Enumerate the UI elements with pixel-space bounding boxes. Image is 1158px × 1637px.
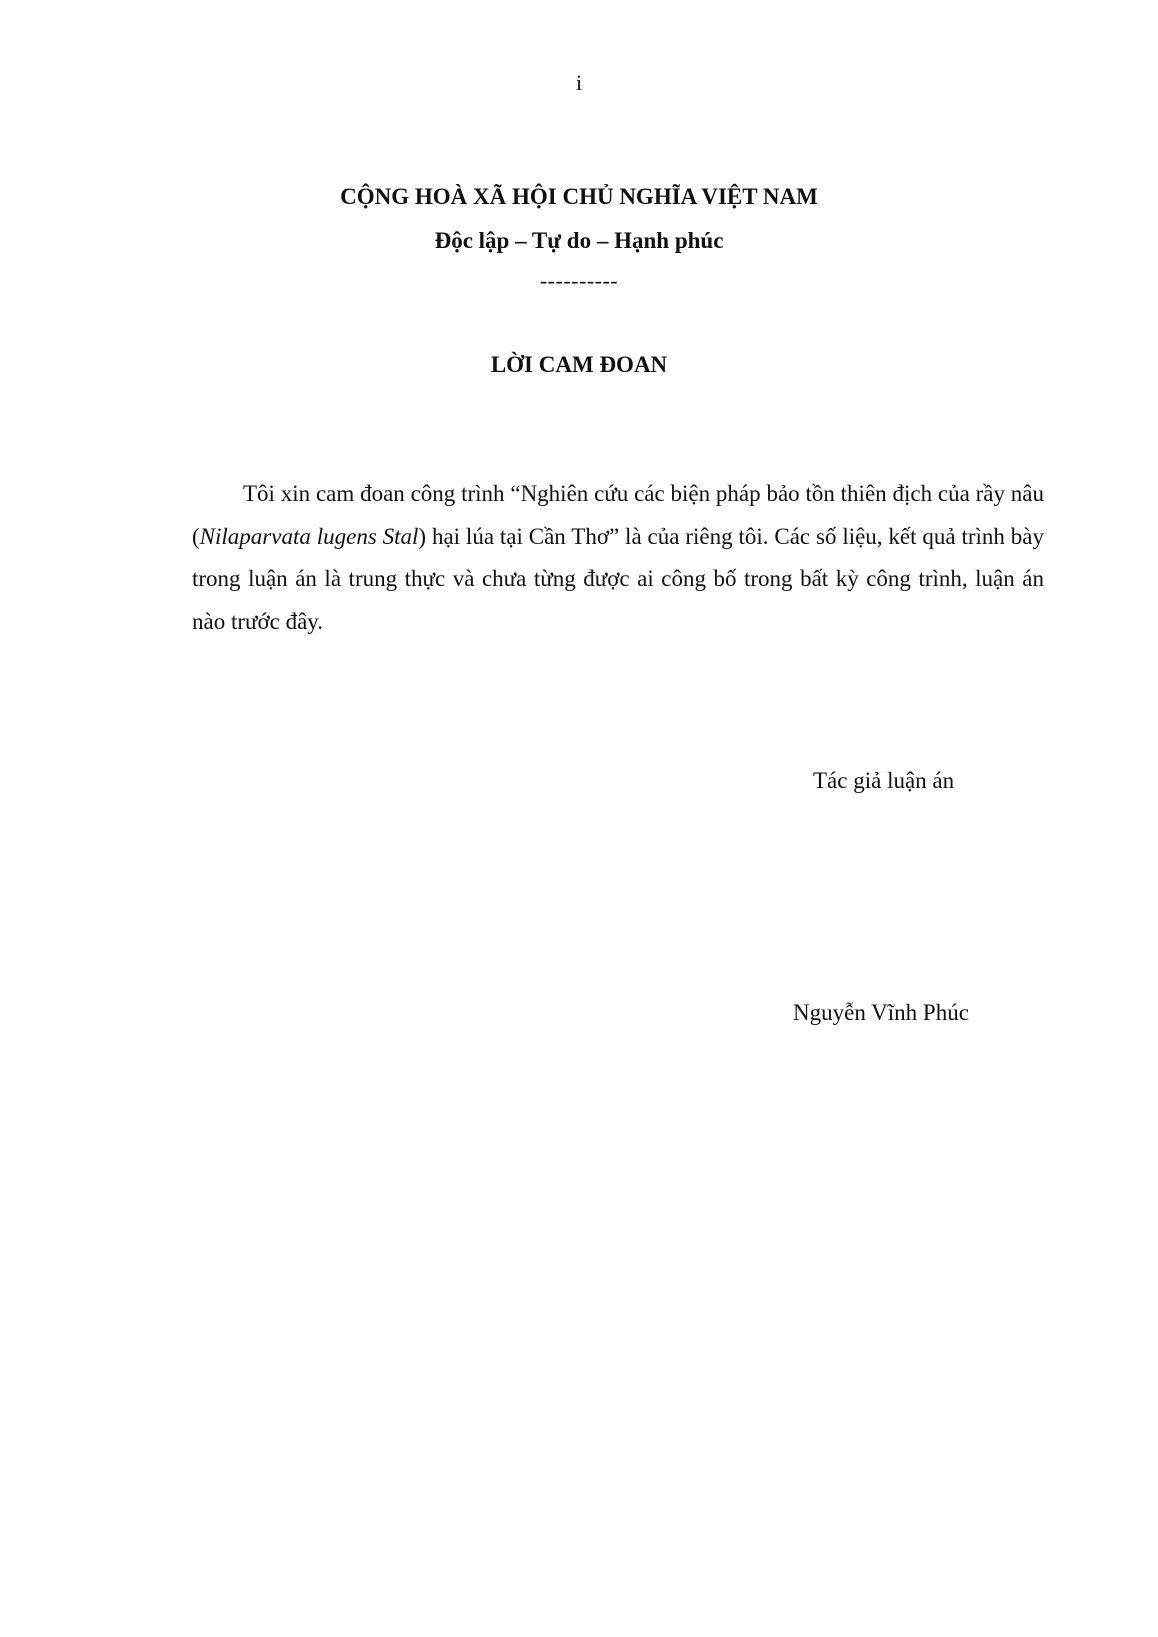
document-title: LỜI CAM ĐOAN <box>490 352 668 377</box>
declaration-text-part2: ) hại lúa tại Cần Thơ” là của riêng tôi. Các số liệu, kết quả trình bày trong luận án là trung thực và chưa từng được ai công bố trong bất kỳ công trình, luận án nào trước đây. <box>192 523 1044 634</box>
signature-role: Tác giả luận án <box>813 768 955 793</box>
country-name-heading: CỘNG HOÀ XÃ HỘI CHỦ NGHĨA VIỆT NAM <box>340 184 818 209</box>
page-number: i <box>575 70 583 95</box>
species-name: Nilaparvata lugens Stal <box>199 523 419 549</box>
signature-name: Nguyễn Vĩnh Phúc <box>793 1000 969 1025</box>
header-separator: ---------- <box>539 268 619 293</box>
declaration-paragraph <box>192 473 1044 643</box>
declaration-text-part1: Tôi xin cam đoan công trình “Nghiên cứu các biện pháp bảo tồn thiên địch của rầy nâu ( <box>192 481 1044 549</box>
national-motto: Độc lập – Tự do – Hạnh phúc <box>434 228 724 253</box>
